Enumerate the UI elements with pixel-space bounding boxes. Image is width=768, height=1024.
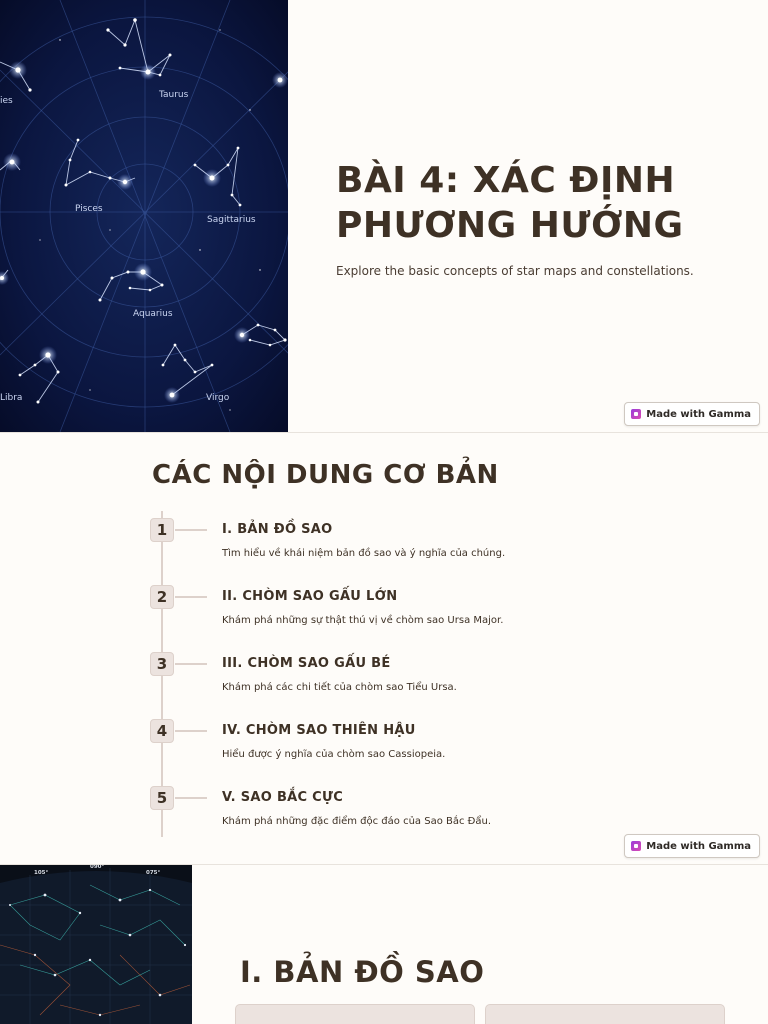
slide-star-map [0, 865, 768, 1024]
label-aries: ies [0, 96, 13, 106]
timeline-item [150, 719, 710, 769]
timeline-number: 3 [150, 652, 174, 676]
timeline-item-description: Khám phá những đặc điểm độc đáo của Sao Bắc Đẩu. [222, 816, 492, 827]
label-sagittarius: Sagittarius [207, 215, 256, 225]
section-title: I. BẢN ĐỒ SAO [240, 955, 485, 989]
label-taurus: Taurus [159, 90, 189, 100]
timeline-item-title: V. SAO BẮC CỰC [222, 790, 344, 805]
content-card [235, 1004, 475, 1024]
map-label-090: 090° [90, 865, 105, 870]
made-with-gamma-badge[interactable] [624, 402, 760, 426]
section-title: CÁC NỘI DUNG CƠ BẢN [152, 460, 499, 490]
timeline-item [150, 518, 710, 568]
timeline-number: 2 [150, 585, 174, 609]
map-label-075: 075° [146, 870, 161, 876]
timeline-item-description: Khám phá những sự thật thú vị về chòm sao Ursa Major. [222, 615, 504, 626]
content-card [485, 1004, 725, 1024]
timeline-item-description: Tìm hiểu về khái niệm bản đồ sao và ý nghĩa của chúng. [222, 548, 506, 559]
gamma-logo-icon [631, 841, 641, 851]
badge-label: Made with Gamma [646, 840, 751, 852]
timeline-item [150, 786, 710, 836]
badge-label: Made with Gamma [646, 408, 751, 420]
timeline-item-title: I. BẢN ĐỒ SAO [222, 522, 333, 537]
slide-title [0, 0, 768, 432]
presentation-title: BÀI 4: XÁC ĐỊNH PHƯƠNG HƯỚNG [336, 160, 684, 246]
timeline-connector [175, 529, 207, 531]
timeline-item-description: Hiểu được ý nghĩa của chòm sao Cassiopeia. [222, 749, 446, 760]
timeline-item-description: Khám phá các chi tiết của chòm sao Tiểu Ursa. [222, 682, 457, 693]
timeline-item [150, 652, 710, 702]
presentation-subtitle: Explore the basic concepts of star maps and constellations. [336, 264, 694, 278]
map-label-105: 105° [34, 870, 49, 876]
timeline-connector [175, 663, 207, 665]
timeline-connector [175, 797, 207, 799]
timeline-item-title: IV. CHÒM SAO THIÊN HẬU [222, 723, 416, 738]
made-with-gamma-badge[interactable] [624, 834, 760, 858]
label-virgo: Virgo [206, 393, 230, 403]
star-map-image [0, 0, 288, 432]
timeline-number: 4 [150, 719, 174, 743]
label-libra: Libra [0, 393, 23, 403]
timeline-connector [175, 730, 207, 732]
timeline-number: 5 [150, 786, 174, 810]
timeline-number: 1 [150, 518, 174, 542]
timeline-item-title: II. CHÒM SAO GẤU LỚN [222, 589, 398, 604]
slide-contents [0, 433, 768, 864]
timeline-connector [175, 596, 207, 598]
timeline-item [150, 585, 710, 635]
sky-chart-image [0, 865, 192, 1024]
gamma-logo-icon [631, 409, 641, 419]
timeline-item-title: III. CHÒM SAO GẤU BÉ [222, 656, 391, 671]
label-aquarius: Aquarius [133, 309, 173, 319]
label-pisces: Pisces [75, 204, 103, 214]
